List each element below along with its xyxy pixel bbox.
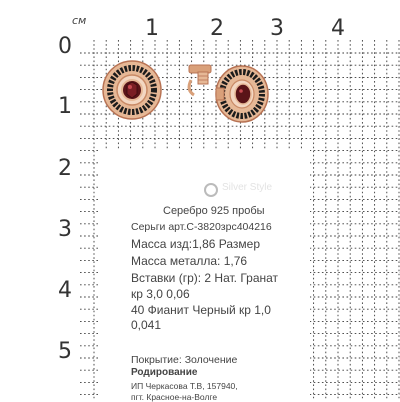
label-inserts-2: кр 3,0 0,06 xyxy=(131,287,190,301)
label-material: Серебро 925 пробы xyxy=(163,205,265,217)
label-article: Серьги арт.С-3820зрс404216 xyxy=(131,221,272,233)
label-plating: Родирование xyxy=(131,367,198,378)
earring-front-view xyxy=(103,61,161,119)
ruler-x-4: 4 xyxy=(331,16,345,41)
earring-side-view xyxy=(189,65,268,122)
label-metal-weight: Масса металла: 1,76 xyxy=(131,254,248,268)
ruler-x-1: 1 xyxy=(145,16,159,41)
earrings-photo xyxy=(98,30,310,150)
label-inserts-1: Вставки (гр): 2 Нат. Гранат xyxy=(131,271,279,285)
ruler-y-4: 4 xyxy=(58,278,72,303)
label-inserts-4: 0,041 xyxy=(131,318,162,332)
label-inserts-3: 40 Фианит Черный кр 1,0 xyxy=(131,303,271,317)
watermark-icon xyxy=(204,183,218,197)
ruler-y-2: 2 xyxy=(58,156,72,181)
ruler-y-1: 1 xyxy=(58,94,72,119)
label-maker: ИП Черкасова Т.В, 157940, xyxy=(131,381,238,391)
watermark-text: Silver Style xyxy=(222,182,273,193)
ruler-y-0: 0 xyxy=(58,34,72,59)
ruler-x-3: 3 xyxy=(270,16,284,41)
ruler-y-3: 3 xyxy=(58,217,72,242)
ruler-x-2: 2 xyxy=(210,16,224,41)
label-weight: Масса изд:1,86 Размер xyxy=(131,237,261,251)
label-coating: Покрытие: Золочение xyxy=(131,354,238,366)
ruler-y-5: 5 xyxy=(58,339,72,364)
label-address: пгт. Красное-на-Волге xyxy=(131,392,218,402)
ruler-unit-label: см xyxy=(72,14,87,27)
